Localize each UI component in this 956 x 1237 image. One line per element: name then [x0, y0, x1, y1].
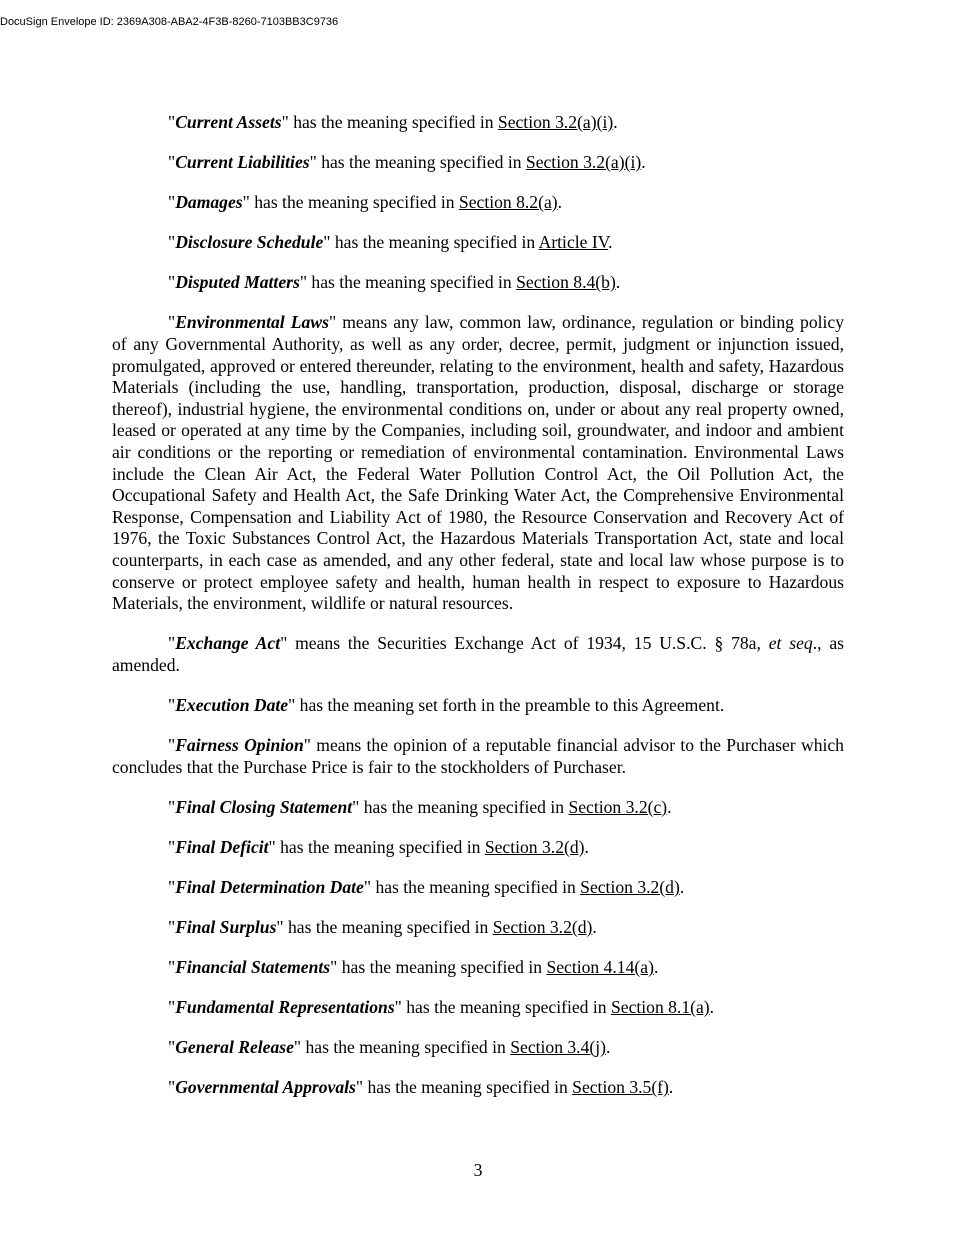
- definition-governmental-approvals: "Governmental Approvals" has the meaning specified in Section 3.5(f).: [168, 1077, 674, 1098]
- definition-final-closing-statement: "Final Closing Statement" has the meaning specified in Section 3.2(c).: [168, 796, 672, 817]
- defined-term: Final Surplus: [175, 917, 277, 938]
- article-reference: Article IV: [538, 232, 609, 253]
- definition-disclosure-schedule: "Disclosure Schedule" has the meaning specified in Article IV.: [168, 232, 613, 253]
- docusign-envelope-id: DocuSign Envelope ID: 2369A308-ABA2-4F3B-8260-7103BB3C9736: [0, 16, 339, 28]
- definition-text: has the meaning specified in: [330, 232, 539, 253]
- definition-fairness-opinion: "Fairness Opinion" means the opinion of a reputable financial advisor to the Purchaser which concludes that the Purchase Price is fair to the stockholders of Purchaser.: [112, 735, 844, 777]
- definition-disputed-matters: "Disputed Matters" has the meaning specified in Section 8.4(b).: [168, 272, 621, 293]
- definition-damages: "Damages" has the meaning specified in Section 8.2(a).: [168, 192, 563, 213]
- defined-term: Environmental Laws: [175, 312, 329, 333]
- definition-financial-statements: "Financial Statements" has the meaning specified in Section 4.14(a).: [168, 957, 659, 978]
- section-reference: Section 3.5(f): [572, 1077, 669, 1098]
- defined-term: Final Deficit: [175, 836, 269, 857]
- definitions-section: [112, 112, 844, 1118]
- latin-phrase: et seq: [768, 633, 813, 654]
- defined-term: Fundamental Representations: [175, 997, 395, 1018]
- definition-text: has the meaning specified in: [288, 112, 498, 132]
- definition-punctuation: .: [653, 957, 659, 978]
- definition-text: has the meaning specified in: [283, 917, 493, 938]
- definition-current-assets: "Current Assets" has the meaning specified in Section 3.2(a)(i).: [168, 112, 618, 132]
- definition-final-deficit: "Final Deficit" has the meaning specified in Section 3.2(d).: [168, 836, 589, 857]
- definition-final-surplus: "Final Surplus" has the meaning specified in Section 3.2(d).: [168, 917, 597, 938]
- definition-text: has the meaning specified in: [363, 1077, 573, 1098]
- section-reference: Section 8.1(a): [610, 997, 710, 1018]
- defined-term: Execution Date: [175, 694, 289, 715]
- section-reference: Section 4.14(a): [546, 957, 654, 978]
- definition-punctuation: .: [592, 917, 597, 938]
- definition-text: has the meaning specified in: [401, 997, 611, 1018]
- definition-exchange-act: "Exchange Act" means the Securities Exchange Act of 1934, 15 U.S.C. § 78a, et seq., as amended.: [112, 633, 844, 675]
- definition-text: has the meaning set forth in the preamble to this Agreement.: [295, 694, 725, 715]
- defined-term: Disclosure Schedule: [175, 232, 324, 253]
- definition-punctuation: .: [606, 1037, 611, 1058]
- defined-term: Fairness Opinion: [175, 735, 304, 756]
- defined-term: Current Liabilities: [175, 152, 310, 173]
- definition-punctuation: .: [709, 997, 715, 1018]
- defined-term: Final Closing Statement: [175, 796, 353, 817]
- section-reference: Section 3.4(j): [510, 1037, 606, 1058]
- defined-term: General Release: [175, 1037, 294, 1058]
- defined-term: Governmental Approvals: [175, 1077, 356, 1098]
- definition-text: has the meaning specified in: [371, 876, 581, 897]
- definition-punctuation: .: [584, 836, 589, 857]
- definition-execution-date: "Execution Date" has the meaning set forth in the preamble to this Agreement.: [168, 694, 725, 715]
- definition-punctuation: .: [608, 232, 613, 253]
- defined-term: Disputed Matters: [175, 272, 300, 293]
- section-reference: Section 3.2(c): [568, 796, 668, 817]
- section-reference: Section 8.2(a): [458, 192, 558, 213]
- definition-text: has the meaning specified in: [359, 796, 569, 817]
- defined-term: Exchange Act: [175, 633, 281, 654]
- definition-punctuation: .: [613, 112, 618, 132]
- definition-text: has the meaning specified in: [307, 272, 517, 293]
- definition-environmental-laws: "Environmental Laws" means any law, common law, ordinance, regulation or binding policy of any Governmental Authority, as well as any order, decree, permit, judgment or injunction issued, promulgated, approved or entered thereunder, relating to the environment, health and safety, Hazardous Materials (including the use, handling, transportation, production, disposal, discharge or storage thereof), industrial hygiene, the environmental conditions on, under or about any real property owned, leased or operated at any time by the Companies, including soil, groundwater, and indoor and ambient air conditions or the reporting or remediation of environmental contamination. Environmental Laws include the Clean Air Act, the Federal Water Pollution Control Act, the Oil Pollution Act, the Occupational Safety and Health Act, the Safe Drinking Water Act, the Comprehensive Environmental Response, Compensation and Liability Act of 1980, the Resource Conservation and Recovery Act of 1976, the Toxic Substances Control Act, the Hazardous Materials Transportation Act, state and local counterparts, in each case as amended, and any other federal, state and local law whose purpose is to conserve or protect employee safety and health, human health in respect to exposure to Hazardous Materials, the environment, wildlife or natural resources.: [112, 312, 844, 614]
- definition-final-determination-date: "Final Determination Date" has the meaning specified in Section 3.2(d).: [168, 876, 685, 897]
- section-reference: Section 3.2(a)(i): [525, 152, 642, 173]
- section-reference: Section 3.2(d): [492, 917, 593, 938]
- definition-text: means the Securities Exchange Act of 1934, 15 U.S.C. § 78a,: [287, 633, 769, 654]
- definition-punctuation: .: [641, 152, 646, 173]
- definition-text: has the meaning specified in: [337, 957, 547, 978]
- definition-punctuation: .: [668, 1077, 674, 1098]
- page-number: 3: [473, 1160, 483, 1180]
- defined-term: Damages: [175, 192, 243, 213]
- definition-general-release: "General Release" has the meaning specified in Section 3.4(j).: [168, 1037, 611, 1058]
- section-reference: Section 3.2(d): [580, 876, 680, 897]
- section-reference: Section 3.2(d): [484, 836, 585, 857]
- defined-term: Financial Statements: [175, 957, 331, 978]
- definition-punctuation: .: [615, 272, 621, 293]
- definition-text: means any law, common law, ordinance, regulation or binding policy of any Governmental Authority, as well as any order, decree, permit, judgment or injunction issued, promulgated, approved or entered thereunder, relating to the environment, health and safety, Hazardous Materials (including the use, handling, transportation, production, disposal, discharge or storage thereof), industrial hygiene, the environmental conditions on, under or about any real property owned, leased or operated at any time by the Companies, including soil, groundwater, and indoor and ambient air conditions or the reporting or remediation of environmental contamination. Environmental Laws include the Clean Air Act, the Federal Water Pollution Control Act, the Oil Pollution Act, the Occupational Safety and Health Act, the Safe Drinking Water Act, the Comprehensive Environmental Response, Compensation and Liability Act of 1980, the Resource Conservation and Recovery Act of 1976, the Toxic Substances Control Act, the Hazardous Materials Transportation Act, state and local counterparts, in each case as amended, and any other federal, state and local law whose purpose is to conserve or protect employee safety and health, human health in respect to exposure to Hazardous Materials, the environment, wildlife or natural resources.: [112, 312, 844, 614]
- defined-term: Current Assets: [175, 112, 282, 132]
- definition-text-end: ., as amended.: [112, 633, 844, 675]
- definition-text: has the meaning specified in: [316, 152, 526, 173]
- section-reference: Section 8.4(b): [516, 272, 616, 293]
- definition-text: has the meaning specified in: [275, 836, 485, 857]
- section-reference: Section 3.2(a)(i): [497, 112, 614, 132]
- definition-fundamental-representations: "Fundamental Representations" has the meaning specified in Section 8.1(a).: [168, 997, 715, 1018]
- definition-current-liabilities: "Current Liabilities" has the meaning specified in Section 3.2(a)(i).: [168, 152, 646, 173]
- definition-text: has the meaning specified in: [249, 192, 459, 213]
- definition-punctuation: .: [667, 796, 672, 817]
- definition-punctuation: .: [557, 192, 563, 213]
- definition-text: has the meaning specified in: [301, 1037, 511, 1058]
- defined-term: Final Determination Date: [175, 876, 364, 897]
- definition-punctuation: .: [679, 876, 685, 897]
- definition-text: means the opinion of a reputable financial advisor to the Purchaser which concludes that the Purchase Price is fair to the stockholders of Purchaser.: [112, 735, 844, 777]
